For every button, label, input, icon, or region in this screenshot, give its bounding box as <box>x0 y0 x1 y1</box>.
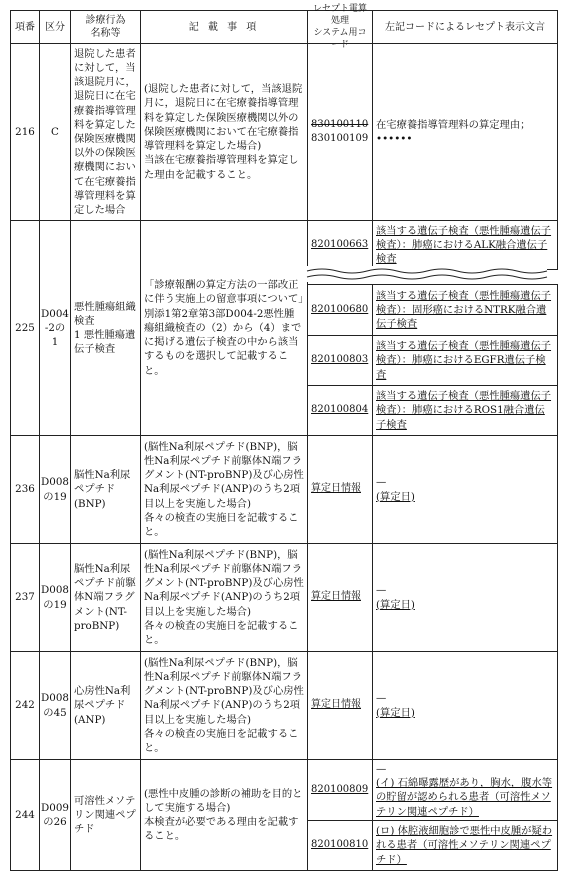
row-244-sub1-code: 820100809 <box>307 759 373 821</box>
omission-wave-mark <box>307 266 547 282</box>
row-236-notes: (脳性Na利尿ペプチド(BNP)，脳性Na利尿ペプチド前駆体N端フラグメント(NT-proBNP)及び心房性Na利尿ペプチド(ANP)のうち2項目以上を実施した場合) 各々の検査の実施日を記載すること。 <box>140 435 308 544</box>
row-236-display: — (算定日) <box>372 435 558 544</box>
row-225-sub4-code: 820100804 <box>307 385 373 436</box>
row-216-code <box>307 43 373 221</box>
row-225-sub3-code: 820100803 <box>307 335 373 386</box>
row-244-name: 可溶性メソテリン関連ペプチド <box>70 759 141 871</box>
row-225-sub4-display: 該当する遺伝子検査（悪性腫瘍遺伝子検査）：肺癌におけるROS1融合遺伝子検査 <box>372 385 558 436</box>
row-225-sub2-code: 820100680 <box>307 284 373 336</box>
row-237-code: 算定日情報 <box>307 543 373 652</box>
row-237-no: 237 <box>10 543 40 652</box>
row-237-display: — (算定日) <box>372 543 558 652</box>
row-242-no: 242 <box>10 651 40 760</box>
row-237-category: D008 の19 <box>39 543 71 652</box>
row-236-category: D008 の19 <box>39 435 71 544</box>
header-code: レセプト電算処理 システム用コード <box>307 10 373 44</box>
row-242-display: — (算定日) <box>372 651 558 760</box>
row-244-sub1-display: — (イ) 石綿曝露歴があり，胸水，腹水等の貯留が認められる患者（可溶性メソテリン関連ペプチド） <box>372 759 558 821</box>
row-216-display: 在宅療養指導管理料の算定理由； •••••• <box>372 43 558 221</box>
row-225-no: 225 <box>10 220 40 436</box>
row-225-sub3-display: 該当する遺伝子検査（悪性腫瘍遺伝子検査）：肺癌におけるEGFR遺伝子検査 <box>372 335 558 386</box>
row-236-name: 脳性Na利尿ペプチド(BNP) <box>70 435 141 544</box>
row-225-notes: 「診療報酬の算定方法の一部改正に伴う実施上の留意事項について」別添1第2章第3部D004-2悪性腫瘍組織検査の（2）から（4）までに掲げる遺伝子検査の中から該当するものを選択して記載すること。 <box>140 220 308 436</box>
row-225-sub1-display: 該当する遺伝子検査（悪性腫瘍遺伝子検査）：肺癌におけるALK融合遺伝子検査 <box>372 220 558 270</box>
header-notes: 記 載 事 項 <box>140 10 308 44</box>
row-236-no: 236 <box>10 435 40 544</box>
row-237-name: 脳性Na利尿ペプチド前駆体N端フラグメント(NT-proBNP) <box>70 543 141 652</box>
row-236-code: 算定日情報 <box>307 435 373 544</box>
row-244-sub2-display: (ロ) 体腔液細胞診で悪性中皮腫が疑われる患者（可溶性メソテリン関連ペプチド） <box>372 820 558 871</box>
row-225-sub2-display: 該当する遺伝子検査（悪性腫瘍遺伝子検査）：固形癌におけるNTRK融合遺伝子検査 <box>372 284 558 336</box>
row-237-notes: (脳性Na利尿ペプチド(BNP)，脳性Na利尿ペプチド前駆体N端フラグメント(NT-proBNP)及び心房性Na利尿ペプチド(ANP)のうち2項目以上を実施した場合) 各々の検査の実施日を記載すること。 <box>140 543 308 652</box>
header-display: 左記コードによるレセプト表示文言 <box>372 10 558 44</box>
row-225-sub1-code: 820100663 <box>307 220 373 270</box>
header-no: 項番 <box>10 10 40 44</box>
row-242-category: D008 の45 <box>39 651 71 760</box>
row-216-category: C <box>39 43 71 221</box>
row-216-code-old: 830100110 <box>311 118 369 130</box>
row-242-name: 心房性Na利尿ペプチド(ANP) <box>70 651 141 760</box>
row-242-notes: (脳性Na利尿ペプチド(BNP)，脳性Na利尿ペプチド前駆体N端フラグメント(NT-proBNP)及び心房性Na利尿ペプチド(ANP)のうち2項目以上を実施した場合) 各々の検査の実施日を記載すること。 <box>140 651 308 760</box>
row-244-notes: (悪性中皮腫の診断の補助を目的として実施する場合) 本検査が必要である理由を記載すること。 <box>140 759 308 871</box>
row-225-name: 悪性腫瘍組織検査 1 悪性腫瘍遺伝子検査 <box>70 220 141 436</box>
row-244-sub2-code: 820100810 <box>307 820 373 871</box>
row-225-category: D004 -2の 1 <box>39 220 71 436</box>
row-216-code-new: 830100109 <box>311 133 369 144</box>
header-category: 区分 <box>39 10 71 44</box>
header-name: 診療行為 名称等 <box>70 10 141 44</box>
row-216-name: 退院した患者に対して，当該退院月に，退院日に在宅療養指導管理料を算定した保険医療機関以外の保険医療機関において在宅療養指導管理料を算定した場合 <box>70 43 141 221</box>
row-244-no: 244 <box>10 759 40 871</box>
row-216-no: 216 <box>10 43 40 221</box>
row-244-category: D009 の26 <box>39 759 71 871</box>
row-242-code: 算定日情報 <box>307 651 373 760</box>
row-216-notes: (退院した患者に対して，当該退院月に，退院日に在宅療養指導管理料を算定した保険医療機関以外の保険医療機関において在宅療養指導管理料を算定した場合) 当該在宅療養指導管理料を算定した理由を記載すること。 <box>140 43 308 221</box>
